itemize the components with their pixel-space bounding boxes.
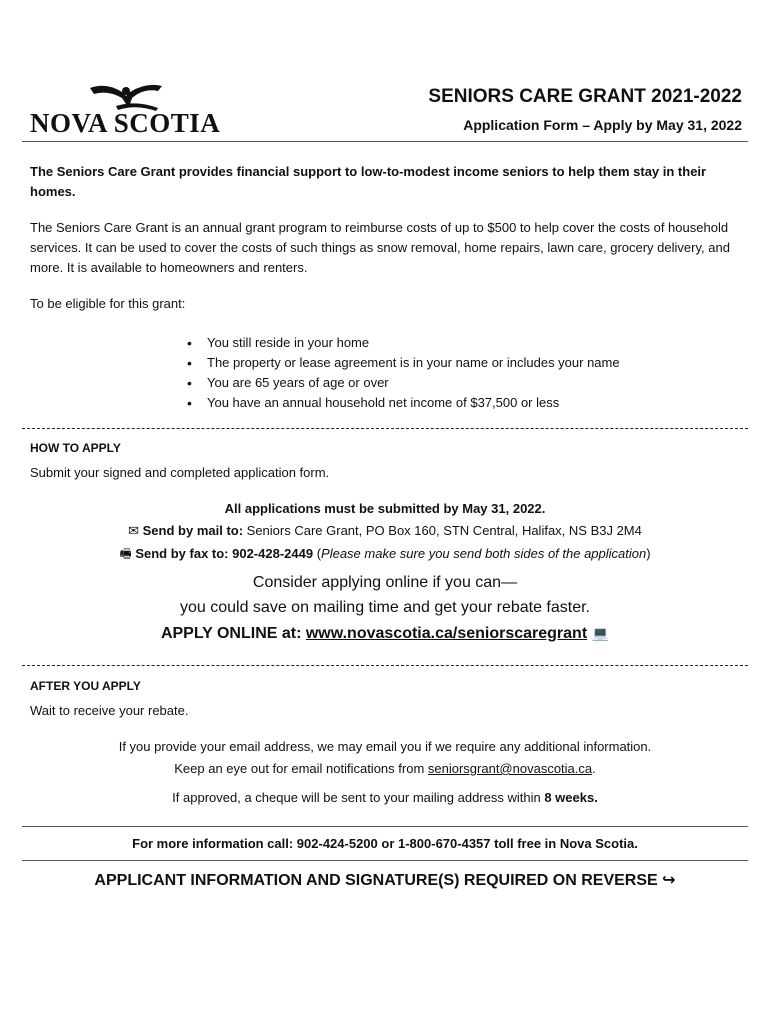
how-to-apply-heading: HOW TO APPLY [30, 441, 121, 455]
email-line-1: If you provide your email address, we may email you if we require any additional information. [118, 739, 652, 754]
footer-divider-bottom [22, 860, 748, 861]
computer-icon: 💻 [591, 626, 610, 642]
email-prefix: Keep an eye out for email notifications from [174, 761, 428, 776]
email-link[interactable]: seniorsgrant@novascotia.ca [427, 761, 593, 776]
after-apply-heading: AFTER YOU APPLY [30, 679, 141, 693]
online-line-2: you could save on mailing time and get your rebate faster. [179, 599, 590, 616]
cheque-bold: 8 weeks. [544, 790, 598, 805]
list-item: • The property or lease agreement is in your name or includes your name [185, 353, 620, 373]
intro-lead: The Seniors Care Grant provides financial support to low-to-modest income seniors to help them stay in their homes. [30, 164, 707, 199]
cheque-notice [0, 790, 770, 805]
email-line-2 [0, 761, 770, 776]
how-to-apply-text: Submit your signed and completed application form. [30, 465, 330, 480]
page-subtitle: Application Form – Apply by May 31, 2022 [463, 117, 742, 133]
email-suffix: . [592, 761, 596, 776]
logo-wordmark: NOVA SCOTIA [30, 108, 221, 138]
page-title: SENIORS CARE GRANT 2021-2022 [428, 86, 742, 107]
section-divider [22, 665, 748, 666]
after-apply-text: Wait to receive your rebate. [30, 703, 189, 718]
apply-online [0, 625, 770, 643]
mail-address: Seniors Care Grant, PO Box 160, STN Central, Halifax, NS B3J 2M4 [243, 523, 642, 538]
fax-note-open: ( [313, 546, 322, 561]
arrow-icon: ↪ [662, 870, 676, 889]
list-item: • You are 65 years of age or over [185, 373, 620, 393]
fax-note-close: ) [646, 546, 651, 561]
mail-instructions [0, 523, 770, 539]
fax-note: Please make sure you send both sides of the application [321, 546, 647, 561]
info-line: For more information call: 902-424-5200 or 1-800-670-4357 toll free in Nova Scotia. [132, 836, 638, 851]
online-line-1: Consider applying online if you can— [252, 574, 518, 591]
header-divider [22, 141, 748, 142]
list-item: • You still reside in your home [185, 333, 620, 353]
reverse-text: APPLICANT INFORMATION AND SIGNATURE(S) REQUIRED ON REVERSE [94, 872, 658, 889]
fax-label: Send by fax to: 902-428-2449 [135, 546, 314, 561]
deadline-notice: All applications must be submitted by May 31, 2022. [224, 501, 546, 516]
envelope-icon: ✉ [128, 524, 140, 539]
mail-label: Send by mail to: [142, 523, 244, 538]
footer-divider-top [22, 826, 748, 827]
apply-online-label: APPLY ONLINE at: [160, 625, 306, 642]
fax-icon: 🖷 [119, 547, 132, 562]
section-divider [22, 428, 748, 429]
nova-scotia-logo [30, 82, 230, 138]
list-item: • You have an annual household net income of $37,500 or less [185, 393, 620, 413]
eligibility-intro: To be eligible for this grant: [30, 296, 186, 311]
intro-paragraph: The Seniors Care Grant is an annual grant program to reimburse costs of up to $500 to help cover the costs of household services. It can be used to cover the costs of such things as snow removal, home repairs, lawn care, grocery delivery, and more. It is available to homeowners and renters. [30, 220, 730, 275]
apply-online-link[interactable]: www.novascotia.ca/seniorscaregrant [305, 625, 588, 642]
reverse-notice [0, 870, 770, 890]
cheque-prefix: If approved, a cheque will be sent to your mailing address within [172, 790, 545, 805]
fax-instructions [0, 545, 770, 567]
eligibility-list [185, 333, 620, 413]
